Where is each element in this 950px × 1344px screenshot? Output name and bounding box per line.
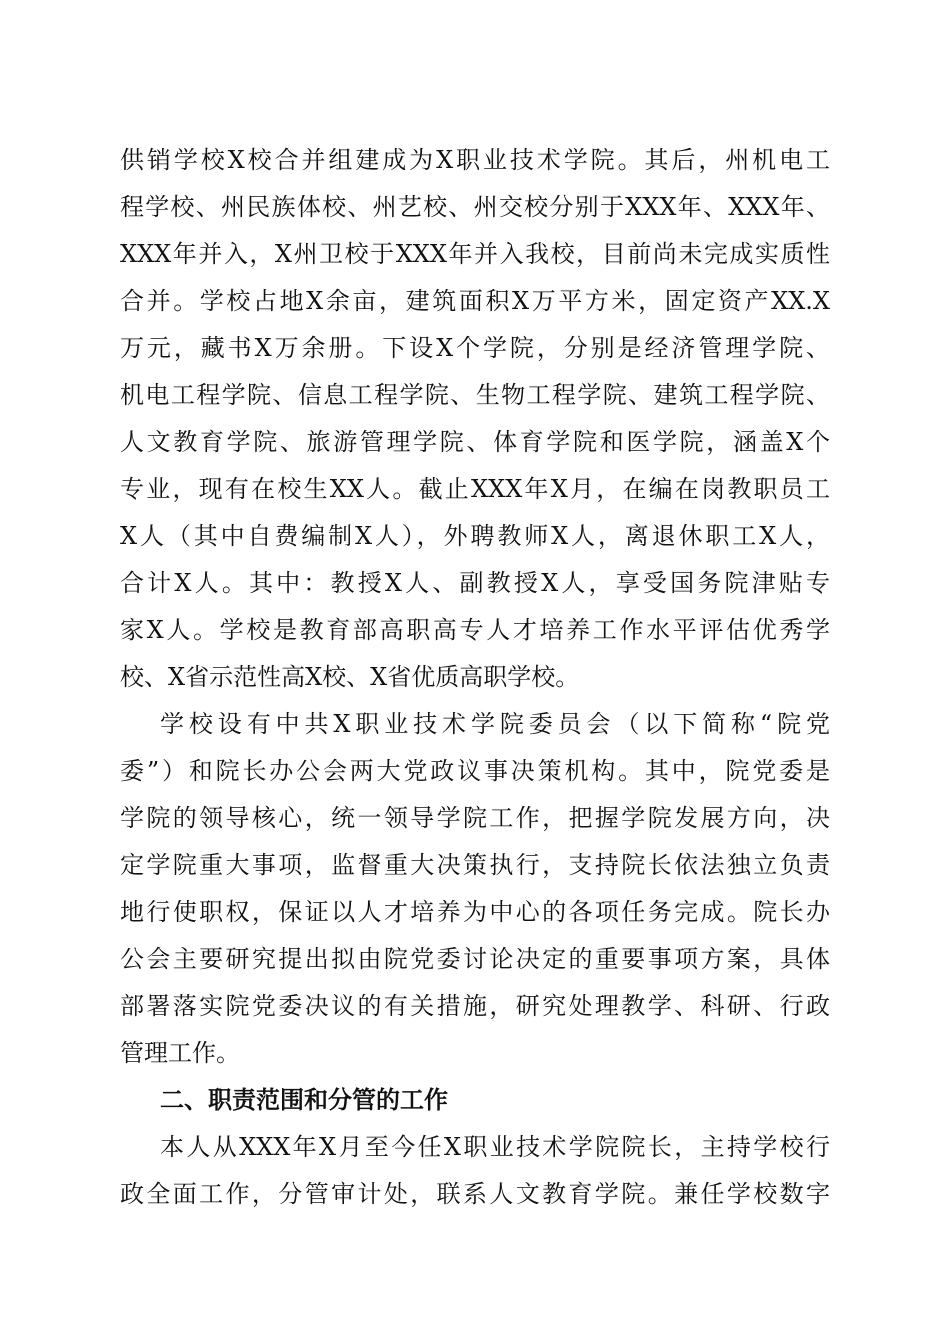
paragraph-line: 校、X省示范性高X校、X省优质高职学校。 [120, 663, 580, 691]
paragraph-line: 程学校、州民族体校、州艺校、州交校分别于XXX年、XXX年、 [120, 193, 830, 221]
paragraph-line: 部署落实院党委决议的有关措施，研究处理教学、科研、行政 [120, 992, 830, 1020]
paragraph-line: 家X人。学校是教育部高职高专人才培养工作水平评估优秀学 [120, 616, 830, 644]
paragraph-line: 合计X人。其中：教授X人、副教授X人，享受国务院津贴专 [120, 569, 830, 597]
paragraph-line: 专业，现有在校生XX人。截止XXX年X月，在编在岗教职员工 [120, 475, 830, 503]
paragraph-line: XXX年并入，X州卫校于XXX年并入我校，目前尚未完成实质性 [120, 240, 830, 268]
section-heading: 二、职责范围和分管的工作 [160, 1086, 448, 1114]
paragraph-line: 供销学校X校合并组建成为X职业技术学院。其后，州机电工 [120, 146, 830, 174]
paragraph-line: X人（其中自费编制X人），外聘教师X人，离退休职工X人， [120, 522, 830, 550]
paragraph-line: 定学院重大事项，监督重大决策执行，支持院长依法独立负责 [120, 851, 830, 879]
paragraph-line: 公会主要研究提出拟由院党委讨论决定的重要事项方案，具体 [120, 945, 830, 973]
paragraph-line: 机电工程学院、信息工程学院、生物工程学院、建筑工程学院、 [120, 381, 830, 409]
paragraph-line: 合并。学校占地X余亩，建筑面积X万平方米，固定资产XX.X [120, 287, 830, 315]
paragraph-line: 政全面工作，分管审计处，联系人文教育学院。兼任学校数字 [120, 1180, 830, 1208]
paragraph-line: 管理工作。 [120, 1039, 240, 1067]
paragraph-line: 学校设有中共X职业技术学院委员会（以下简称“院党 [160, 710, 830, 738]
paragraph-line: 学院的领导核心，统一领导学院工作，把握学院发展方向，决 [120, 804, 830, 832]
paragraph-line: 委”）和院长办公会两大党政议事决策机构。其中，院党委是 [120, 757, 830, 785]
paragraph-line: 人文教育学院、旅游管理学院、体育学院和医学院，涵盖X个 [120, 428, 830, 456]
paragraph-line: 万元，藏书X万余册。下设X个学院，分别是经济管理学院、 [120, 334, 830, 362]
paragraph-line: 地行使职权，保证以人才培养为中心的各项任务完成。院长办 [120, 898, 830, 926]
paragraph-line: 本人从XXX年X月至今任X职业技术学院院长，主持学校行 [160, 1133, 830, 1161]
